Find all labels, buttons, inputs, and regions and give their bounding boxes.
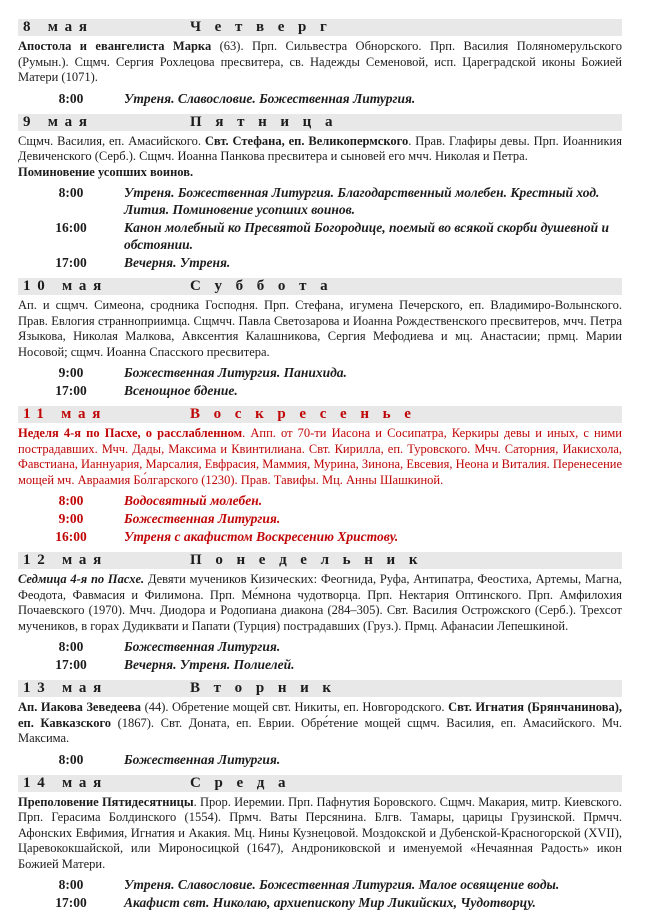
day-header — [18, 19, 622, 36]
service-time: 8:00 — [58, 493, 84, 508]
day-date: 14 мая — [23, 774, 108, 791]
description-segment: Седмица 4-я по Пасхе. — [18, 572, 145, 586]
day-date: 9 мая — [23, 113, 94, 130]
services-list — [18, 751, 622, 768]
description-segment: Неделя 4-я по Пасхе, о расслабленном — [18, 426, 243, 440]
day-header — [18, 552, 622, 569]
service-row — [18, 876, 622, 893]
description-segment: Преполовение Пятидесятницы — [18, 794, 194, 809]
day-description — [18, 572, 622, 634]
service-row — [18, 492, 622, 509]
description-segment: (63). Прп. Сильвестра Обнорского. Прп. Василия Поляномерульского (Румын.). Сщмч. Сергия Рохлецова пресвитера, св. Надежды Семеновой, исп. Цареградской иконы Божией Матери (1071). — [18, 39, 622, 84]
day-header — [18, 775, 622, 792]
service-description: Утреня. Божественная Литургия. Благодарственный молебен. Крестный ход. Лития. Поминовение усопших воинов. — [124, 185, 600, 217]
day-header — [18, 680, 622, 697]
service-description: Божественная Литургия. — [124, 511, 281, 526]
day-weekday: Ч е т в е р г — [190, 19, 332, 35]
services-list — [18, 876, 622, 911]
service-description: Утреня. Славословие. Божественная Литургия. Малое освящение воды. — [124, 877, 560, 892]
service-description: Утреня. Славословие. Божественная Литургия. — [124, 90, 416, 106]
description-segment: Поминовение усопших воинов. — [18, 164, 194, 179]
day-description — [18, 298, 622, 360]
description-segment: . Прав. Глафиры девы. Прп. Иоанникия Девиченского (Серб.). Сщмч. Иоанна Панкова пресвитера и сыновей его мчч. Николая и Петра. — [18, 133, 622, 163]
day-date: 12 мая — [23, 552, 108, 568]
description-segment: Ап. Иакова Зеведеева — [18, 700, 142, 714]
day-description — [18, 39, 622, 86]
day-section — [18, 680, 622, 768]
day-date: 8 мая — [23, 19, 94, 35]
service-time: 8:00 — [58, 185, 84, 200]
description-segment: Апостола и евангелиста Марка — [18, 39, 212, 53]
service-time: 8:00 — [58, 751, 84, 767]
day-section — [18, 552, 622, 673]
service-description: Божественная Литургия. Панихида. — [124, 365, 347, 380]
description-segment: (1867). Свт. Доната, еп. Еврии. Обре́тение мощей сщмч. Василия, еп. Амасийского. Мч. Максима. — [18, 715, 622, 745]
day-weekday: В т о р н и к — [190, 680, 336, 696]
description-segment: . Апп. от 70-ти Иасона и Сосипатра, Керкиры девы и иных, с ними пострадавших. Мчч. Дады, Максима и Квинтилиана. Свт. Кирилла, еп. Туровского. Мчч. Саторния, Иакисхола, Фавстиана, Ианнуария, Марсалия, Евфрасия, Маммия, Мурина, Зинона, Евсевия, Неона и Виталия. Перенесение мощей мч. Авраамия Бо́лгарского (1230). Прав. Тавифы. Мц. Анны Шашкиной. — [18, 426, 622, 487]
services-list — [18, 184, 622, 271]
day-header — [18, 114, 622, 131]
service-description: Вечерня. Утреня. Полиелей. — [124, 657, 295, 672]
service-row — [18, 219, 622, 253]
day-description — [18, 134, 622, 165]
service-description: Божественная Литургия. — [124, 639, 281, 654]
services-list — [18, 638, 622, 673]
day-date: 11 мая — [23, 406, 108, 422]
service-description: Утреня с акафистом Воскресению Христову. — [124, 529, 399, 544]
day-weekday: С у б б о т а — [190, 278, 333, 294]
services-list — [18, 364, 622, 399]
day-weekday: В о с к р е с е н ь е — [190, 406, 416, 422]
service-time: 17:00 — [55, 895, 87, 910]
day-section — [18, 114, 622, 272]
day-section — [18, 775, 622, 912]
service-time: 17:00 — [55, 255, 87, 270]
day-header — [18, 406, 622, 423]
service-row — [18, 528, 622, 545]
service-row — [18, 751, 622, 768]
service-time: 17:00 — [55, 383, 87, 398]
service-time: 8:00 — [58, 877, 84, 892]
service-time: 16:00 — [55, 529, 87, 544]
day-weekday: П я т н и ц а — [190, 113, 338, 130]
services-list — [18, 492, 622, 545]
service-description: Всенощное бдение. — [124, 383, 238, 398]
day-section — [18, 406, 622, 545]
service-description: Канон молебный ко Пресвятой Богородице, поемый во всякой скорби душевной и обстоянии. — [124, 220, 610, 252]
service-row — [18, 184, 622, 218]
service-row — [18, 254, 622, 271]
day-header — [18, 278, 622, 295]
description-segment: Девяти мучеников Кизических: Феогнида, Руфа, Антипатра, Феостиха, Артемы, Магна, Феодота, Фавмасия и Филимона. Прп. Ме́мнона чудотворца. Прп. Нектария Оптинского. Прп. Амфилохия Почаевского (1970). Мчч. Диодора и Родопиана диакона (284–305). Свт. Василия Острожского (Серб.). Трехсот мучеников, в горах Дудиквати и Папати (Турция) пострадавших (Груз.). Прмц. Афанасии Лепешкиной. — [18, 572, 622, 633]
service-row — [18, 638, 622, 655]
description-segment: Сщмч. Василия, еп. Амасийского. — [18, 133, 205, 148]
service-row — [18, 364, 622, 381]
description-segment: Свт. Стефана, еп. Великопермского — [204, 133, 409, 148]
day-weekday: С р е д а — [190, 774, 291, 791]
service-description: Божественная Литургия. — [124, 751, 281, 767]
service-time: 8:00 — [58, 90, 84, 106]
service-time: 16:00 — [55, 220, 87, 235]
description-segment: Ап. и сщмч. Симеона, сродника Господня. Прп. Стефана, игумена Печерского, еп. Владимиро-Волынского. Прав. Евлогия странноприимца. Сщмчч. Павла Светозарова и Иоанна Рождественского пресвитеров, мчч. Петра Языкова, Николая Малкова, Авксентия Калашникова, Сергия Мефодиева и мц. Анастасии; прмц. Марии Носовой; сщмч. Иоанна Спасского пресвитера. — [18, 298, 622, 359]
day-description — [18, 165, 622, 181]
service-description: Вечерня. Утреня. — [124, 255, 231, 270]
day-section — [18, 19, 622, 107]
service-row — [18, 894, 622, 911]
service-time: 9:00 — [58, 511, 84, 526]
day-date: 10 мая — [23, 278, 108, 294]
day-date: 13 мая — [23, 680, 108, 696]
service-time: 17:00 — [55, 657, 87, 672]
description-segment: (44). Обретение мощей свт. Никиты, еп. Новгородского. — [141, 700, 449, 714]
service-time: 8:00 — [58, 639, 84, 654]
service-description: Акафист свт. Николаю, архиепископу Мир Ликийских, Чудотворцу. — [124, 895, 536, 910]
description-segment: Свт. Игнатия (Брянчанинова), еп. Кавказского — [18, 700, 622, 730]
service-row — [18, 510, 622, 527]
day-description — [18, 426, 622, 488]
service-row — [18, 90, 622, 107]
service-row — [18, 656, 622, 673]
day-weekday: П о н е д е л ь н и к — [190, 552, 423, 568]
service-description: Водосвятный молебен. — [124, 493, 263, 508]
day-section — [18, 278, 622, 399]
service-time: 9:00 — [58, 365, 84, 380]
service-row — [18, 382, 622, 399]
day-description — [18, 700, 622, 747]
day-description — [18, 795, 622, 873]
services-list — [18, 90, 622, 107]
description-segment: . Прор. Иеремии. Прп. Пафнутия Боровского. Сщмч. Макария, митр. Киевского. Прп. Герасима Болдинского (1554). Прмч. Ваты Персянина. Блгв. Тамары, царицы Грузинской. Прмчч. Афонских Евфимия, Игнатия и Акакия. Мц. Нины Кузнецовой. Моздокской и Дубенской-Красногорской (XVII), Царевококшайской, или Мироносицкой (1647), Андрониковской и именуемой «Нечаянная Радость» икон Божией Матери. — [18, 794, 622, 871]
